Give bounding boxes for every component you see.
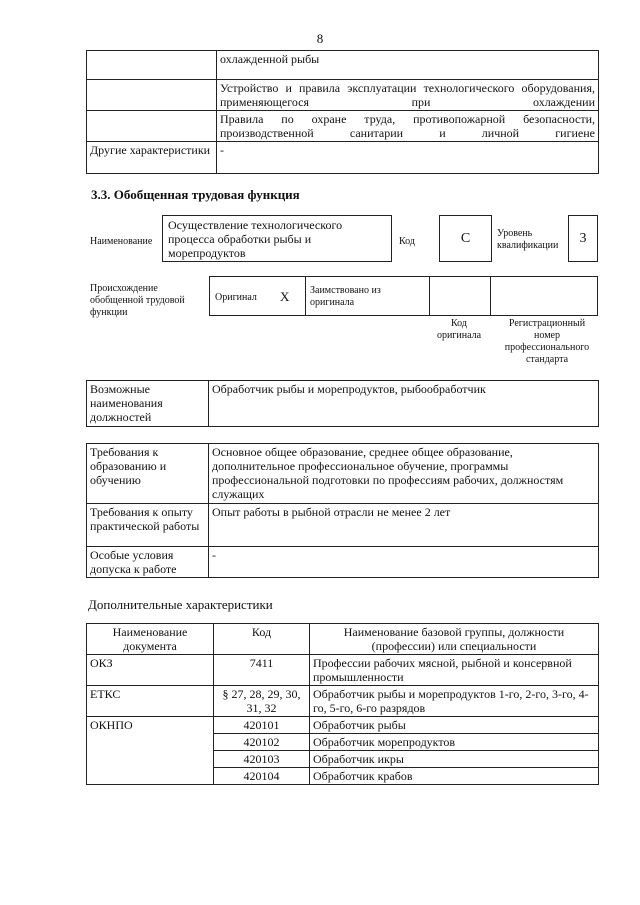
- header-cell: Наименование базовой группы, должности (профессии) или специальности: [310, 624, 599, 655]
- original-mark: X: [280, 289, 290, 304]
- doc-cell: ЕТКС: [87, 686, 214, 717]
- requirement-value: -: [209, 547, 599, 578]
- name-cell: Профессии рабочих мясной, рыбной и консервной промышленности: [310, 655, 599, 686]
- table-row: [87, 655, 599, 686]
- origin-box: [209, 276, 598, 316]
- table-row: [87, 51, 599, 80]
- code-label: Код: [399, 236, 415, 247]
- table-cell: Правила по охране труда, противопожарной безопасности, производственной санитарии и личной гигиене: [217, 111, 599, 142]
- section-title: 3.3. Обобщенная трудовая функция: [91, 187, 300, 202]
- table-cell: охлажденной рыбы: [217, 51, 599, 80]
- table-row: [87, 686, 599, 717]
- header-cell: Наименование документа: [87, 624, 214, 655]
- table-row: [87, 547, 599, 578]
- requirements-table: [86, 443, 599, 578]
- level-box: [568, 215, 598, 262]
- table-cell: Устройство и правила эксплуатации технологического оборудования, применяющегося при охлаждении: [217, 80, 599, 111]
- additional-heading: Дополнительные характеристики: [88, 597, 273, 612]
- name-cell: Обработчик крабов: [310, 768, 599, 785]
- level-label: Уровень квалификации: [497, 228, 559, 251]
- requirement-label: Особые условия допуска к работе: [87, 547, 209, 578]
- doc-cell: ОКНПО: [87, 717, 214, 785]
- name-cell: Обработчик морепродуктов: [310, 734, 599, 751]
- name-cell: Обработчик рыбы и морепродуктов 1-го, 2-го, 3-го, 4-го, 5-го, 6-го разрядов: [310, 686, 599, 717]
- code-box: [439, 215, 492, 262]
- borrowed-label: Заимствовано из оригинала: [310, 285, 381, 308]
- possible-names-table: [86, 380, 599, 427]
- doc-cell: ОКЗ: [87, 655, 214, 686]
- table-row: [87, 142, 599, 174]
- name-cell: Обработчик рыбы: [310, 717, 599, 734]
- requirement-value: Опыт работы в рыбной отрасли не менее 2 лет: [209, 504, 599, 547]
- page-number: 8: [316, 31, 324, 46]
- table-row: [87, 381, 599, 427]
- code-value: С: [460, 231, 471, 246]
- origin-label: Происхождение обобщенной трудовой функции: [90, 283, 185, 318]
- additional-table: [86, 623, 599, 785]
- table-row: [87, 444, 599, 504]
- function-name-value: Осуществление технологического процесса обработки рыбы и морепродуктов: [168, 218, 343, 260]
- original-label: Оригинал: [215, 292, 257, 303]
- code-cell: 420104: [214, 768, 310, 785]
- table-cell: [87, 80, 217, 111]
- requirement-value: Основное общее образование, среднее общее образование, дополнительное профессиональное обучение, программы профессиональной подготовки по профессиям рабочих, должностям служащих: [209, 444, 599, 504]
- code-cell: 420103: [214, 751, 310, 768]
- code-original-caption: Код оригинала: [436, 318, 482, 341]
- code-cell: 420102: [214, 734, 310, 751]
- table-row: [87, 504, 599, 547]
- requirement-label: Требования к опыту практической работы: [87, 504, 209, 547]
- requirement-label: Требования к образованию и обучению: [87, 444, 209, 504]
- table-row: [87, 80, 599, 111]
- reg-number-caption: Регистрационный номер профессионального стандарта: [504, 318, 590, 365]
- original-cell: [210, 277, 306, 315]
- top-table: [86, 50, 599, 174]
- table-cell: -: [217, 142, 599, 174]
- table-row: [87, 717, 599, 734]
- code-cell: 420101: [214, 717, 310, 734]
- code-original-cell: [429, 277, 491, 315]
- table-row: [87, 111, 599, 142]
- table-cell: [87, 111, 217, 142]
- table-header-row: [87, 624, 599, 655]
- possible-names-value: Обработчик рыбы и морепродуктов, рыбообработчик: [209, 381, 599, 427]
- name-cell: Обработчик икры: [310, 751, 599, 768]
- function-name-box: [162, 215, 392, 262]
- possible-names-label: Возможные наименования должностей: [87, 381, 209, 427]
- table-cell: [87, 51, 217, 80]
- code-cell: § 27, 28, 29, 30, 31, 32: [214, 686, 310, 717]
- table-cell: Другие характеристики: [87, 142, 217, 174]
- code-cell: 7411: [214, 655, 310, 686]
- name-label: Наименование: [90, 236, 153, 247]
- level-value: 3: [579, 231, 587, 246]
- header-cell: Код: [214, 624, 310, 655]
